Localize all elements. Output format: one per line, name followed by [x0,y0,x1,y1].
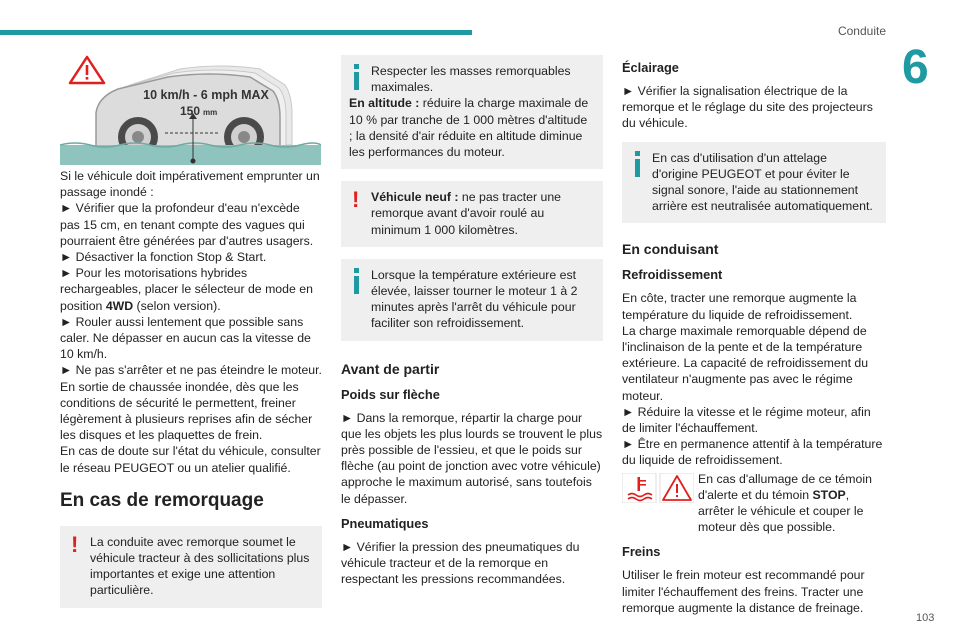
drawbar-weight-text: ► Dans la remorque, répartir la charge pour que les objets les plus lourds se trouvent le plus près possible de l'essieu, et que le poids sur flèche (au point de jonction avec votre véhicule) approche le maximum autorisé, sans toutefois le dépasser. [341,410,603,506]
towing-heading: En cas de remorquage [60,489,264,511]
towbar-info-text: En cas d'utilisation d'un attelage d'origine PEUGEOT et pour éviter le signal sonore, l'aide au stationnement arrière est neutralisée automatiquement. [652,150,873,214]
drawbar-weight-heading: Poids sur flèche [341,386,440,402]
depth-unit: mm [203,108,218,117]
cooling-step: ► Être en permanence attentif à la température du liquide de refroidissement. [622,437,883,468]
before-leaving-heading: Avant de partir [341,360,440,377]
while-driving-heading: En conduisant [622,241,719,258]
flood-intro: Si le véhicule doit impérativement emprunter un passage inondé : [60,169,320,200]
cooling-step: ► Réduire la vitesse et le régime moteur, afin de limiter l'échauffement. [622,404,871,436]
lighting-heading: Éclairage [622,60,679,75]
exclamation-icon: ! [71,531,79,557]
warning-triangle-icon [70,57,104,83]
new-vehicle-warning: Véhicule neuf : ne pas tracter une remorque avant d'avoir roulé au minimum 1 000 kilomètres. [371,190,562,237]
towbar-info-box [622,142,886,224]
info-icon [351,268,365,298]
tyres-text: ► Vérifier la pression des pneumatiques du véhicule tracteur et de la remorque en respectant les pressions recommandées. [341,539,580,587]
flood-doubt: En cas de doute sur l'état du véhicule, consulter le réseau PEUGEOT ou un atelier qualifié. [60,444,321,475]
lighting-text: ► Vérifier la signalisation électrique de la remorque et le réglage du site des projecteurs du véhicule. [622,84,873,131]
flood-step: ► Vérifier que la profondeur d'eau n'excède pas 15 cm, en tenant compte des vagues qui pourraient être générées par d'autres usagers. [60,201,314,248]
tyres-heading: Pneumatiques [341,515,429,531]
chapter-number: 6 [902,41,929,94]
cooling-text: En côte, tracter une remorque augmente la température du liquide de refroidissement. [622,291,857,322]
towing-warning-text: La conduite avec remorque soumet le véhicule tracteur à des sollicitations plus importantes et exige une attention particulière. [90,534,310,598]
flood-step: ► Ne pas s'arrêter et ne pas éteindre le moteur. [60,363,322,378]
cooling-info-text: Lorsque la température extérieure est élevée, laisser tourner le moteur 1 à 2 minutes après l'arrêt du véhicule pour faciliter son refroidissement. [371,267,578,331]
cooling-text: La charge maximale remorquable dépend de l'inclinaison de la pente et de la température extérieure. La capacité de refroidissement du ventilateur n'augmente pas avec le régime moteur. [622,323,869,403]
flood-step: ► Rouler aussi lentement que possible sans caler. Ne dépasser en aucun cas la vitesse de 10 km/h. [60,314,311,362]
cooling-heading: Refroidissement [622,267,723,283]
column-1 [60,168,322,608]
section-title: Conduite [837,24,886,38]
towing-warning-box [60,526,322,608]
warning-lamp-text: En cas d'allumage de ce témoin d'alerte et du témoin STOP, arrêter le véhicule et couper le moteur dès que possible. [698,471,872,535]
header-accent-bar [0,30,472,35]
column-3 [622,60,886,616]
info-icon [632,151,646,181]
info-icon [351,64,365,94]
coolant-temperature-icon [622,473,694,503]
page-number: 103 [916,612,935,624]
mass-info-lead: Respecter les masses remorquables maximales. [371,64,571,95]
flood-step: ► Pour les motorisations hybrides rechargeables, placer le sélecteur de mode en position 4WD (selon version). [60,266,313,313]
depth-value: 150 [180,104,201,118]
brakes-heading: Freins [622,544,661,560]
flood-after: En sortie de chaussée inondée, dès que les conditions de sécurité le permettent, freiner légèrement à plusieurs reprises afin de sécher les disques et les plaquettes de frein. [60,379,313,443]
cooling-info-box [341,259,603,341]
speed-limit-label: 10 km/h - 6 mph MAX [143,88,269,102]
column-2 [341,55,603,587]
flood-step: ► Désactiver la fonction Stop & Start. [60,250,267,265]
altitude-info: En altitude : réduire la charge maximale de 10 % par tranche de 1 000 mètres d'altitude ; la densité d'air réduite en altitude diminue les performances du moteur. [349,96,589,160]
warning-lamp-note [622,471,886,536]
brakes-text: Utiliser le frein moteur est recommandé pour limiter l'échauffement des freins. Tracter une remorque augmente la distance de freinage. [622,568,865,615]
flood-illustration [60,55,321,165]
new-vehicle-warning-box [341,181,603,247]
car-in-water-icon [60,55,321,165]
exclamation-icon: ! [352,187,360,213]
mass-info-box [341,55,603,169]
